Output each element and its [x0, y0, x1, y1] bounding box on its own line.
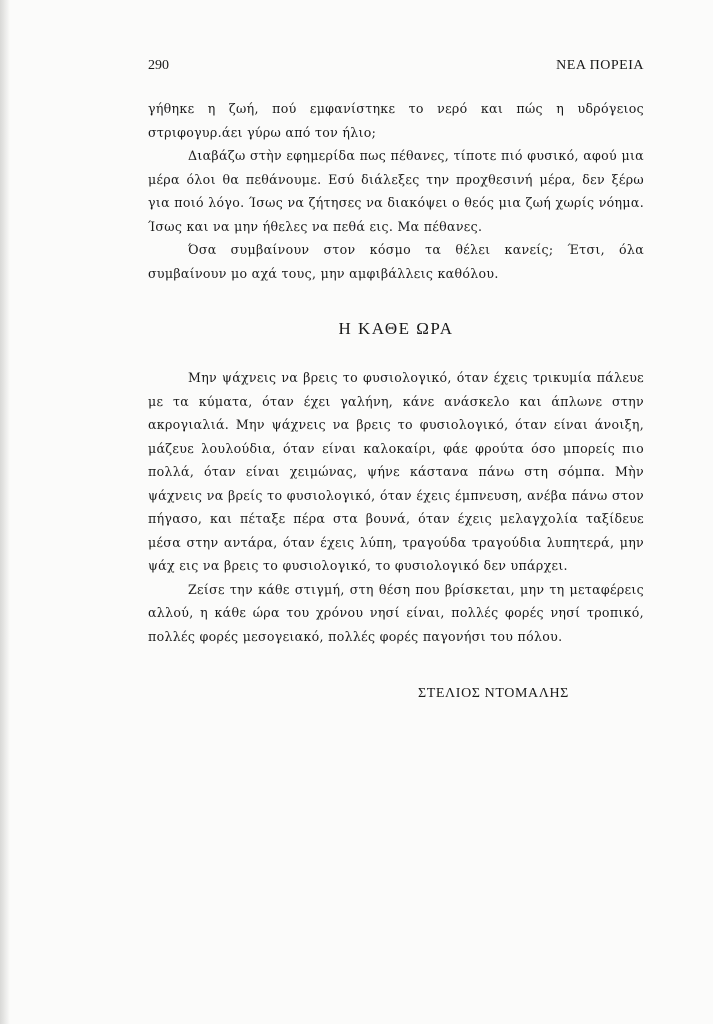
poem-paragraph-2: Ζείσε την κάθε στιγμή, στη θέση που βρίσκεται, μην τη μεταφέρεις αλλού, η κάθε ώρα του χρόνου νησί είναι, πολλές φορές νησί τροπικό, πολλές φορές μεσογειακό, πολλές φορές παγονήσι του πόλου. — [148, 581, 644, 644]
poem-paragraph-1: Μην ψάχνεις να βρεις το φυσιολογικό, όταν έχεις τρικυμία πάλευε με τα κύματα, όταν έχει γαλήνη, κάνε ανάσκελο και άπλωνε στην ακρογιαλιά. Μην ψάχνεις να βρεις το φυσιολογικό, όταν είναι άνοιξη, μάζευε λουλούδια, όταν είναι καλοκαίρι, φάε φρούτα όσο μπορείς πιο πολλά, όταν είναι χειμώνας, ψήνε κάστανα πάνω στη σόμπα. Μὴν ψάχνεις να βρείς το φυσιολογικό, όταν έχεις έμπνευση, ανέβα πάνω στον πήγασο, και πέταξε πέρα στα βουνά, όταν έχεις μελαγχολία ταξίδευε μέσα στην αντάρα, όταν έχεις λύπη, τραγούδα τραγούδια λυπητερά, μην ψάχ εις να βρεις το φυσιολογικό, το φυσιολογικό δεν υπάρχει. — [148, 370, 644, 573]
poem-text — [148, 366, 644, 648]
poem-title: Η ΚΑΘΕ ΩΡΑ — [338, 319, 454, 338]
opening-text — [148, 97, 644, 285]
scan-edge-shadow — [0, 0, 10, 1024]
page-number: 290 — [148, 58, 169, 73]
author-signature: ΣΤΕΛΙΟΣ ΝΤΟΜΑΛΗΣ — [418, 686, 569, 701]
opening-paragraph-2: Διαβάζω στὴν εφημερίδα πως πέθανες, τίποτε πιό φυσικό, αφού μια μέρα όλοι θα πεθάνουμε. Εσύ διάλεξες την προχθεσινή μέρα, δεν ξέρω για ποιό λόγο. Ίσως να ζήτησες να διακόψει ο θεός μια ζωή χωρίς νόημα. Ίσως και να μην ήθελες να πεθά εις. Μα πέθανες. — [148, 148, 644, 234]
opening-paragraph-3: Όσα συμβαίνουν στον κόσμο τα θέλει κανείς; Έτσι, όλα συμβαίνουν μο αχά τους, μην αμφιβάλλεις καθόλου. — [148, 242, 644, 281]
opening-paragraph-1: γήθηκε η ζωή, πού εμφανίστηκε το νερό και πώς η υδρόγειος στριφογυρ.άει γύρω από τον ήλιο; — [148, 101, 644, 140]
journal-title: ΝΕΑ ΠΟΡΕΙΑ — [556, 58, 644, 73]
running-head — [148, 58, 644, 80]
